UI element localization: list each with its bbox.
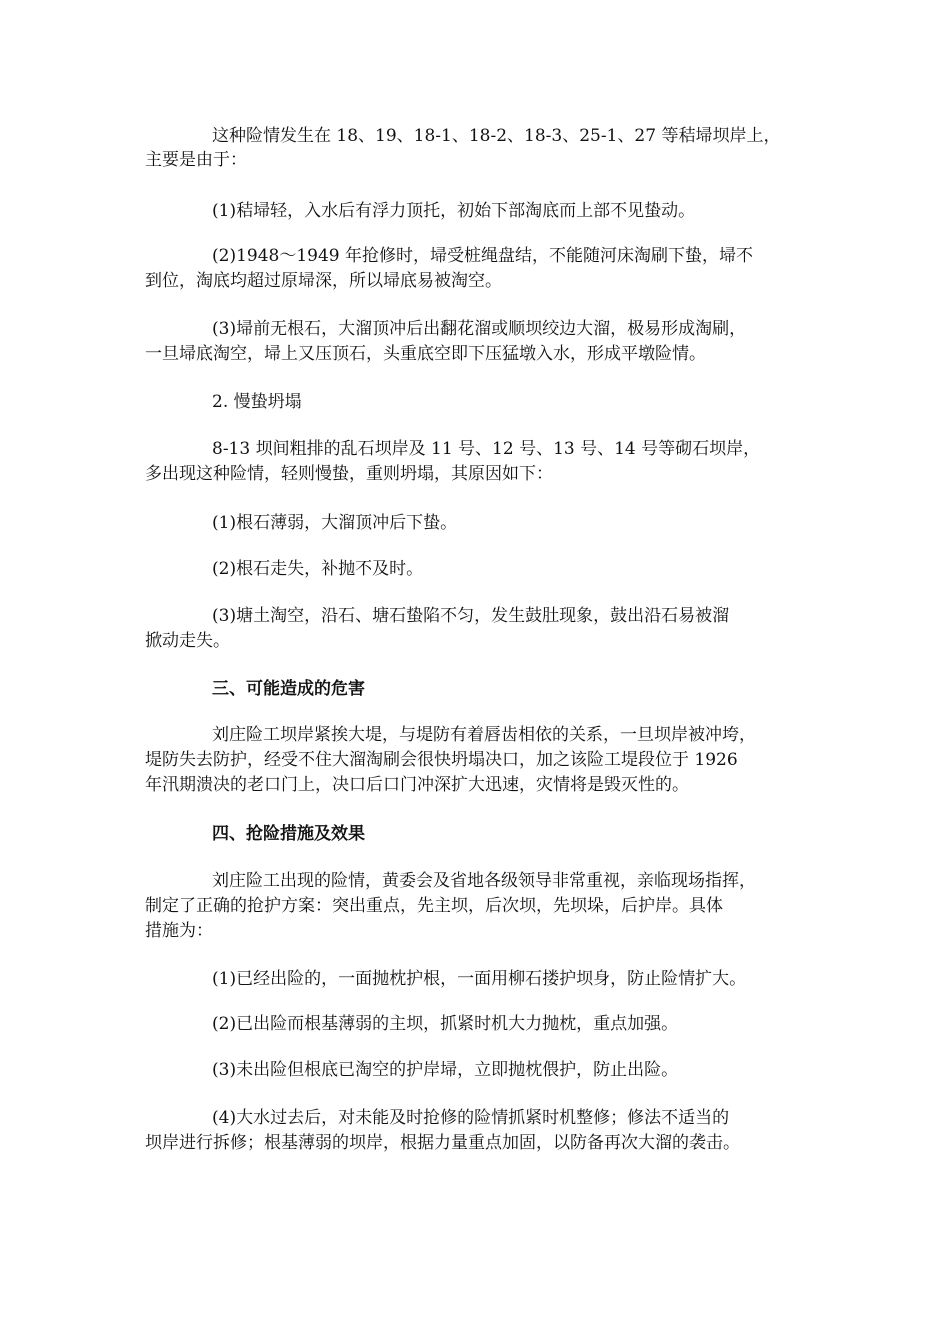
section-heading: 三、可能造成的危害	[212, 679, 365, 699]
paragraph-line: 这种险情发生在 18、19、18-1、18-2、18-3、25-1、27 等秸埽坝岸上，	[212, 126, 781, 146]
paragraph-line: 刘庄险工出现的险情，黄委会及省地各级领导非常重视，亲临现场指挥，	[212, 871, 756, 891]
list-item: (3)塘土淘空，沿石、塘石蛰陷不匀，发生鼓肚现象，鼓出沿石易被溜	[212, 606, 730, 626]
list-item: (2)已出险而根基薄弱的主坝，抓紧时机大力抛枕，重点加强。	[212, 1014, 679, 1034]
paragraph-line: 到位，淘底均超过原埽深，所以埽底易被淘空。	[145, 271, 502, 291]
paragraph-line: 制定了正确的抢护方案：突出重点，先主坝，后次坝，先坝垛，后护岸。具体	[145, 896, 723, 916]
list-item: (1)已经出险的，一面抛枕护根，一面用柳石搂护坝身，防止险情扩大。	[212, 969, 747, 989]
paragraph-line: 掀动走失。	[145, 631, 230, 651]
list-item: (2)1948～1949 年抢修时，埽受桩绳盘结，不能随河床淘刷下蛰，埽不	[212, 246, 754, 266]
section-subheading: 2. 慢蛰坍塌	[212, 392, 302, 412]
paragraph-line: 8-13 坝间粗排的乱石坝岸及 11 号、12 号、13 号、14 号等砌石坝岸，	[212, 439, 761, 459]
paragraph-line: 坝岸进行拆修；根基薄弱的坝岸，根据力量重点加固，以防备再次大溜的袭击。	[145, 1133, 740, 1153]
list-item: (2)根石走失，补抛不及时。	[212, 559, 424, 579]
paragraph-line: 主要是由于：	[145, 150, 247, 170]
list-item: (3)埽前无根石，大溜顶冲后出翻花溜或顺坝绞边大溜，极易形成淘刷，	[212, 319, 747, 339]
list-item: (4)大水过去后，对未能及时抢修的险情抓紧时机整修；修法不适当的	[212, 1108, 730, 1128]
paragraph-line: 措施为：	[145, 921, 213, 941]
paragraph-line: 一旦埽底淘空，埽上又压顶石，头重底空即下压猛墩入水，形成平墩险情。	[145, 344, 706, 364]
paragraph-line: 年汛期溃决的老口门上，决口后口门冲深扩大迅速，灾情将是毁灭性的。	[145, 775, 689, 795]
list-item: (1)秸埽轻，入水后有浮力顶托，初始下部淘底而上部不见蛰动。	[212, 201, 696, 221]
paragraph-line: 多出现这种险情，轻则慢蛰，重则坍塌，其原因如下：	[145, 464, 553, 484]
paragraph-line: 堤防失去防护，经受不住大溜淘刷会很快坍塌决口，加之该险工堤段位于 1926	[145, 750, 738, 770]
paragraph-line: 刘庄险工坝岸紧挨大堤，与堤防有着唇齿相依的关系，一旦坝岸被冲垮，	[212, 725, 756, 745]
list-item: (3)未出险但根底已淘空的护岸埽，立即抛枕偎护，防止出险。	[212, 1060, 679, 1080]
list-item: (1)根石薄弱，大溜顶冲后下蛰。	[212, 513, 458, 533]
section-heading: 四、抢险措施及效果	[212, 824, 365, 844]
